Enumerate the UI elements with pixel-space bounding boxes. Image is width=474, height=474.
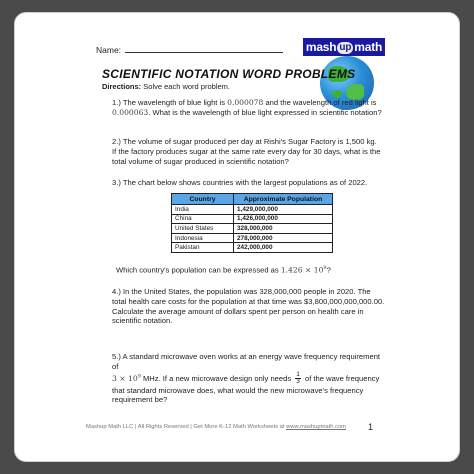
fraction-one-third: $\frac{1}{3}$ bbox=[296, 370, 300, 386]
name-row bbox=[96, 44, 283, 55]
mashup-math-logo: mash up math bbox=[303, 38, 385, 56]
table-header-row bbox=[172, 194, 333, 205]
table-row: China 1,426,000,000 bbox=[172, 214, 333, 224]
directions: Directions: Solve each word problem. bbox=[102, 82, 230, 91]
column-header-population: Approximate Population bbox=[234, 194, 333, 205]
question-5: 5.) A standard microwave oven works at an energy wave frequency requirement of $3 \times 10^9$ MHz. If a new microwave design only needs $\frac{1}{3}$ of the wave frequency that standard microwave does, what would the new microwave's frequency requirement be? bbox=[112, 352, 381, 405]
worksheet-title: SCIENTIFIC NOTATION WORD PROBLEMS bbox=[102, 67, 356, 81]
question-1: 1.) The wavelength of blue light is 0.000078 and the wavelength of red light is 0.000063. What is the wavelength of blue light expressed in scientific notation? bbox=[112, 98, 382, 117]
page-number: 1 bbox=[368, 422, 374, 432]
footer-link[interactable]: www.mashupmath.com bbox=[286, 424, 347, 430]
question-3: 3.) The chart below shows countries with the largest populations as of 2022. bbox=[112, 178, 368, 187]
table-row: Pakistan 242,000,000 bbox=[172, 243, 333, 253]
question-3-prompt: Which country's population can be expressed as $1.426 \times 10^9$? bbox=[116, 265, 331, 275]
question-2: 2.) The volume of sugar produced per day at Rishi's Sugar Factory is 1,500 kg. If the factory produces sugar at the same rate every day for 30 days, what is the total volume of sugar produced in scientific notation? bbox=[112, 137, 381, 166]
name-label: Name: bbox=[96, 45, 122, 55]
table-row: India 1,429,000,000 bbox=[172, 205, 333, 215]
table-row: United States 328,000,000 bbox=[172, 224, 333, 234]
name-blank bbox=[125, 44, 283, 53]
question-4: 4.) In the United States, the population was 328,000,000 people in 2020. The total health care costs for the population at that time was $3,800,000,000,000.00. Calculate the average amount of dollars spent per person on health care in scientific notation. bbox=[112, 287, 385, 326]
column-header-country: Country bbox=[172, 194, 234, 205]
footer: Mashup Math LLC | All Rights Reserved | Get More K-12 Math Worksheets at www.mashupmath.com bbox=[86, 424, 347, 430]
population-table bbox=[171, 193, 333, 253]
table-row: Indonesia 278,000,000 bbox=[172, 233, 333, 243]
